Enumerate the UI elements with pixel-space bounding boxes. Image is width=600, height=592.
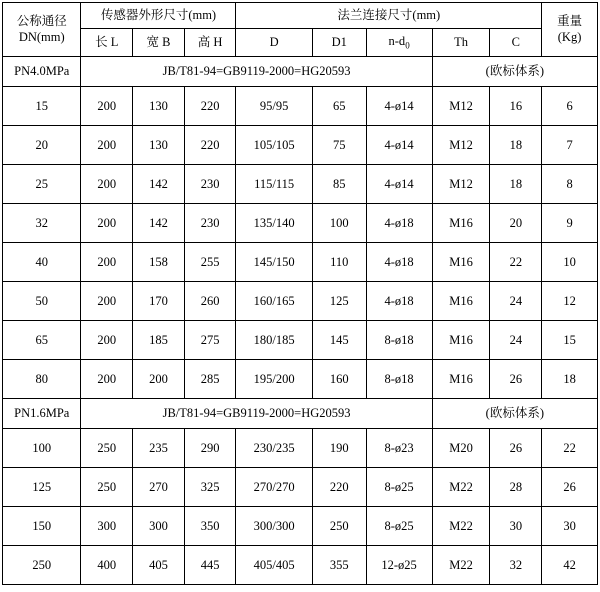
cell-nd0: 8-ø25	[366, 507, 432, 546]
cell-th: M12	[432, 87, 490, 126]
cell-th: M16	[432, 321, 490, 360]
cell-nd0: 4-ø18	[366, 204, 432, 243]
cell-dn: 150	[3, 507, 81, 546]
cell-height: 275	[184, 321, 236, 360]
header-cell-weight	[542, 3, 598, 57]
cell-d1: 85	[312, 165, 366, 204]
cell-th: M16	[432, 360, 490, 399]
cell-d1: 65	[312, 87, 366, 126]
table-body	[3, 57, 598, 585]
cell-d1: 190	[312, 429, 366, 468]
cell-length: 250	[81, 468, 133, 507]
cell-width: 185	[133, 321, 185, 360]
cell-d: 145/150	[236, 243, 312, 282]
cell-th: M20	[432, 429, 490, 468]
header-cell-c: C	[490, 29, 542, 57]
cell-width: 235	[133, 429, 185, 468]
cell-dn: 40	[3, 243, 81, 282]
header-weight-label: 重量	[557, 13, 583, 28]
cell-dn: 250	[3, 546, 81, 585]
header-dn-label: 公称通径	[16, 13, 67, 28]
cell-nd0: 8-ø18	[366, 360, 432, 399]
cell-d: 270/270	[236, 468, 312, 507]
cell-c: 16	[490, 87, 542, 126]
cell-weight: 10	[542, 243, 598, 282]
header-cell-d1: D1	[312, 29, 366, 57]
cell-height: 230	[184, 165, 236, 204]
cell-length: 200	[81, 360, 133, 399]
cell-weight: 12	[542, 282, 598, 321]
group-header-row	[3, 399, 598, 429]
cell-d1: 160	[312, 360, 366, 399]
header-cell-sensor-group: 传感器外形尺寸(mm)	[81, 3, 236, 29]
cell-d: 135/140	[236, 204, 312, 243]
cell-length: 250	[81, 429, 133, 468]
cell-weight: 26	[542, 468, 598, 507]
table-row	[3, 468, 598, 507]
cell-height: 260	[184, 282, 236, 321]
cell-th: M22	[432, 546, 490, 585]
cell-width: 170	[133, 282, 185, 321]
cell-d1: 145	[312, 321, 366, 360]
cell-width: 300	[133, 507, 185, 546]
cell-height: 230	[184, 204, 236, 243]
table-row	[3, 282, 598, 321]
cell-length: 400	[81, 546, 133, 585]
table-row	[3, 165, 598, 204]
cell-th: M22	[432, 468, 490, 507]
cell-th: M16	[432, 204, 490, 243]
cell-width: 142	[133, 204, 185, 243]
cell-nd0: 8-ø23	[366, 429, 432, 468]
cell-c: 18	[490, 126, 542, 165]
cell-height: 290	[184, 429, 236, 468]
cell-d1: 110	[312, 243, 366, 282]
cell-weight: 30	[542, 507, 598, 546]
cell-d: 105/105	[236, 126, 312, 165]
table-row	[3, 321, 598, 360]
cell-d1: 125	[312, 282, 366, 321]
cell-nd0: 4-ø14	[366, 165, 432, 204]
cell-weight: 18	[542, 360, 598, 399]
header-cell-dn	[3, 3, 81, 57]
cell-d: 95/95	[236, 87, 312, 126]
cell-d1: 100	[312, 204, 366, 243]
cell-width: 130	[133, 126, 185, 165]
cell-width: 270	[133, 468, 185, 507]
cell-d1: 220	[312, 468, 366, 507]
cell-dn: 50	[3, 282, 81, 321]
header-cell-d: D	[236, 29, 312, 57]
cell-d: 405/405	[236, 546, 312, 585]
cell-dn: 32	[3, 204, 81, 243]
cell-weight: 6	[542, 87, 598, 126]
cell-length: 200	[81, 204, 133, 243]
table-row	[3, 507, 598, 546]
cell-width: 200	[133, 360, 185, 399]
cell-dn: 20	[3, 126, 81, 165]
cell-weight: 9	[542, 204, 598, 243]
cell-width: 142	[133, 165, 185, 204]
cell-d1: 355	[312, 546, 366, 585]
cell-dn: 80	[3, 360, 81, 399]
cell-nd0: 12-ø25	[366, 546, 432, 585]
cell-dn: 65	[3, 321, 81, 360]
cell-th: M16	[432, 243, 490, 282]
cell-c: 32	[490, 546, 542, 585]
group-pressure-label: PN4.0MPa	[3, 57, 81, 87]
cell-length: 200	[81, 165, 133, 204]
table-row	[3, 429, 598, 468]
cell-th: M22	[432, 507, 490, 546]
header-cell-length: 长 L	[81, 29, 133, 57]
cell-weight: 7	[542, 126, 598, 165]
cell-dn: 15	[3, 87, 81, 126]
cell-height: 325	[184, 468, 236, 507]
cell-height: 255	[184, 243, 236, 282]
cell-d1: 75	[312, 126, 366, 165]
cell-c: 20	[490, 204, 542, 243]
table-row	[3, 126, 598, 165]
cell-length: 200	[81, 243, 133, 282]
header-cell-flange-group: 法兰连接尺寸(mm)	[236, 3, 542, 29]
header-dn-unit: DN(mm)	[18, 29, 65, 44]
header-cell-th: Th	[432, 29, 490, 57]
cell-weight: 8	[542, 165, 598, 204]
group-header-row	[3, 57, 598, 87]
cell-length: 200	[81, 87, 133, 126]
cell-height: 220	[184, 87, 236, 126]
cell-d: 195/200	[236, 360, 312, 399]
cell-nd0: 4-ø18	[366, 243, 432, 282]
cell-c: 26	[490, 429, 542, 468]
cell-nd0: 4-ø14	[366, 126, 432, 165]
cell-height: 220	[184, 126, 236, 165]
table-row	[3, 360, 598, 399]
cell-dn: 100	[3, 429, 81, 468]
cell-weight: 42	[542, 546, 598, 585]
cell-c: 22	[490, 243, 542, 282]
cell-weight: 22	[542, 429, 598, 468]
cell-width: 130	[133, 87, 185, 126]
group-note-label: (欧标体系)	[432, 57, 597, 87]
header-cell-nd0: $n-d_0$	[366, 29, 432, 57]
cell-width: 158	[133, 243, 185, 282]
cell-d1: 250	[312, 507, 366, 546]
cell-d: 180/185	[236, 321, 312, 360]
cell-d: 160/165	[236, 282, 312, 321]
header-cell-width: 宽 B	[133, 29, 185, 57]
cell-length: 300	[81, 507, 133, 546]
cell-dn: 125	[3, 468, 81, 507]
cell-c: 28	[490, 468, 542, 507]
cell-height: 445	[184, 546, 236, 585]
cell-length: 200	[81, 126, 133, 165]
header-weight-unit: (Kg)	[557, 29, 582, 44]
cell-weight: 15	[542, 321, 598, 360]
cell-height: 285	[184, 360, 236, 399]
group-pressure-label: PN1.6MPa	[3, 399, 81, 429]
cell-th: M12	[432, 126, 490, 165]
cell-nd0: 8-ø18	[366, 321, 432, 360]
cell-d: 115/115	[236, 165, 312, 204]
cell-nd0: 4-ø18	[366, 282, 432, 321]
cell-nd0: 8-ø25	[366, 468, 432, 507]
group-standard-label: JB/T81-94=GB9119-2000=HG20593	[81, 57, 432, 87]
cell-length: 200	[81, 282, 133, 321]
table-row	[3, 546, 598, 585]
cell-th: M16	[432, 282, 490, 321]
cell-height: 350	[184, 507, 236, 546]
cell-dn: 25	[3, 165, 81, 204]
table-row	[3, 87, 598, 126]
cell-c: 18	[490, 165, 542, 204]
cell-width: 405	[133, 546, 185, 585]
group-note-label: (欧标体系)	[432, 399, 597, 429]
cell-nd0: 4-ø14	[366, 87, 432, 126]
specification-table	[2, 2, 598, 585]
table-row	[3, 204, 598, 243]
cell-d: 300/300	[236, 507, 312, 546]
cell-c: 26	[490, 360, 542, 399]
header-row-subcolumns	[3, 29, 598, 57]
group-standard-label: JB/T81-94=GB9119-2000=HG20593	[81, 399, 432, 429]
cell-length: 200	[81, 321, 133, 360]
table-header	[3, 3, 598, 57]
header-row-groups	[3, 3, 598, 29]
header-cell-height: 高 H	[184, 29, 236, 57]
cell-d: 230/235	[236, 429, 312, 468]
cell-c: 24	[490, 321, 542, 360]
cell-c: 24	[490, 282, 542, 321]
table-row	[3, 243, 598, 282]
cell-th: M12	[432, 165, 490, 204]
cell-c: 30	[490, 507, 542, 546]
